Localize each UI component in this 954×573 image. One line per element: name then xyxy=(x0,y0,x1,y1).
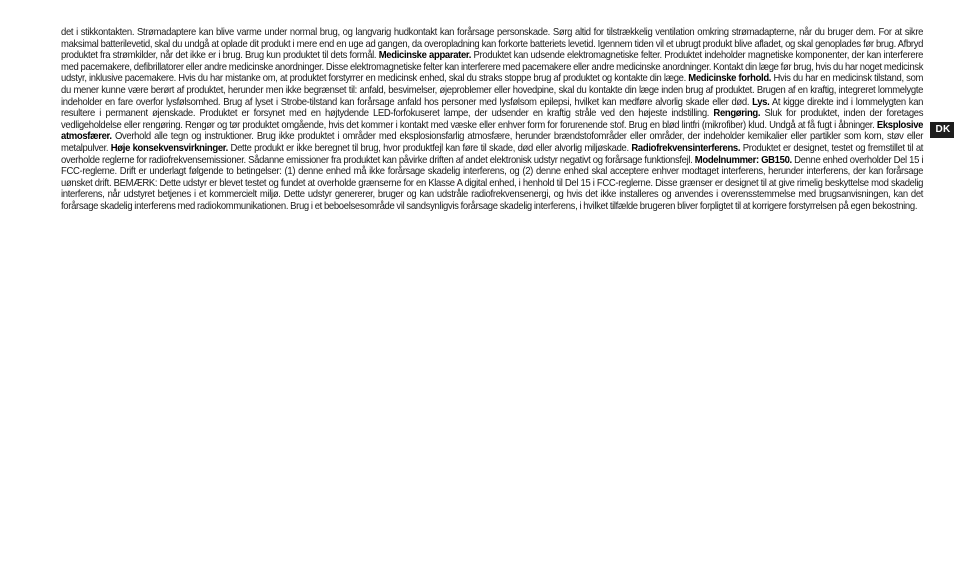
section-heading-model-number: Modelnummer: GB150. xyxy=(694,154,792,166)
body-text: Sluk for produktet, inden der foretages vedligeholdelse eller rengøring. Rengør og tør produktet omgående, hvis det kommer i kontakt med væske eller enhver form for forurenende stof. Brug en blød lintfri (mikrofiber) klud. Undgå at få fugt i åbninger. xyxy=(61,108,924,131)
body-text: det i stikkontakten. Strømadaptere kan blive varme under normal brug, og langvarig hudkontakt kan forårsage personskade. Sørg altid for tilstrækkelig ventilation omkring strømadapterne, når du bruger dem. For at sikre maksimal batterilevetid, skal du undgå at oplade dit produkt i mere end en uge ad gangen, da overopladning kan forkorte batteriets levetid. Igennem tiden vil et ubrugt produkt blive afladet, og skal genoplades før brug. Afbryd produktet fra strømkilder, når det ikke er i brug. Brug kun produktet til dets formål. xyxy=(61,27,924,62)
section-heading-rf-interference: Radiofrekvensinterferens. xyxy=(631,142,741,154)
section-heading-medical-conditions: Medicinske forhold. xyxy=(688,73,772,85)
body-text: Produktet er designet, testet og fremstillet til at overholde reglerne for radiofrekvensemissioner. Sådanne emissioner fra produktet kan påvirke driften af andet elektronisk udstyr negativt og forårsage funktionsfejl. xyxy=(61,142,924,166)
body-text: Denne enhed overholder Del 15 i FCC-reglerne. Drift er underlagt følgende to betingelser: (1) denne enhed må ikke forårsage skadelig interferens, og (2) denne enhed skal acceptere enhver modtaget interferens, herunder interferens, der kan forårsage uønsket drift. BEMÆRK: Dette udstyr er blevet testet og fundet at overholde grænserne for en Klasse A digital enhed, i henhold til Del 15 i FCC-reglerne. Disse grænser er designet til at give rimelig beskyttelse mod skadelig interferens, når udstyret betjenes i et kommercielt miljø. Dette udstyr genererer, bruger og kan udstråle radiofrekvensenergi, og hvis det ikke installeres og anvendes i overensstemmelse med brugsanvisningen, kan det forårsage skadelig interferens med radiokommunikationen. Brug i et beboelsesområde vil sandsynligvis forårsage skadelig interferens, i hvilket tilfælde brugeren bliver forpligtet til at korrigere forstyrrelsen på egen bekostning. xyxy=(61,154,924,212)
section-heading-cleaning: Rengøring. xyxy=(713,108,761,120)
section-heading-medical-devices: Medicinske apparater. xyxy=(378,50,472,62)
body-text: Hvis du har en medicinsk tilstand, som du mener kunne være berørt af produktet, herunder men ikke begrænset til: anfald, besvimelser, øjeproblemer eller hovedpine, skal du kontakte din læge inden brug af produktet. Brugen af en kraftig, integreret lommelygte indeholder en fare overfor lysfølsomhed. Brug af lyset i Strobe-tilstand kan forårsage anfald hos personer med lysfølsom epilepsi, hvilket kan medføre alvorlig skade eller død. xyxy=(61,73,924,108)
language-tab: DK xyxy=(930,122,954,138)
section-heading-high-consequence: Høje konsekvensvirkninger. xyxy=(110,142,228,154)
body-text: Overhold alle tegn og instruktioner. Brug ikke produktet i områder med eksplosionsfarlig atmosfære, herunder brændstofområder eller områder, der indeholder kemikalier eller partikler som korn, støv eller metalpulver. xyxy=(61,131,924,154)
section-heading-explosive-atmospheres: Eksplosive atmosfærer. xyxy=(61,119,924,143)
section-heading-light: Lys. xyxy=(752,96,770,108)
body-text: Produktet kan udsende elektromagnetiske felter. Produktet indeholder magnetiske komponenter, der kan interferere med pacemakere, defibrillatorer eller andre medicinske anordninger. Disse elektromagnetiske felter kan interferere med pacemakere eller andre medicinske anordninger. Kontakt din læge før brug, hvis du har noget medicinsk udstyr, inklusive pacemakere. Hvis du har mistanke om, at produktet forstyrrer en medicinsk enhed, skal du straks stoppe brug af produktet og kontakte din læge. xyxy=(61,50,924,85)
safety-text-block xyxy=(61,27,923,213)
body-text: At kigge direkte ind i lommelygten kan resultere i permanent øjenskade. Produktet er forsynet med en højtydende LED-forfokuseret lampe, der udsender en kraftig stråle ved den højeste indstilling. xyxy=(61,96,924,120)
body-text: Dette produkt er ikke beregnet til brug, hvor produktfejl kan føre til skade, død eller alvorlig miljøskade. xyxy=(227,142,632,154)
